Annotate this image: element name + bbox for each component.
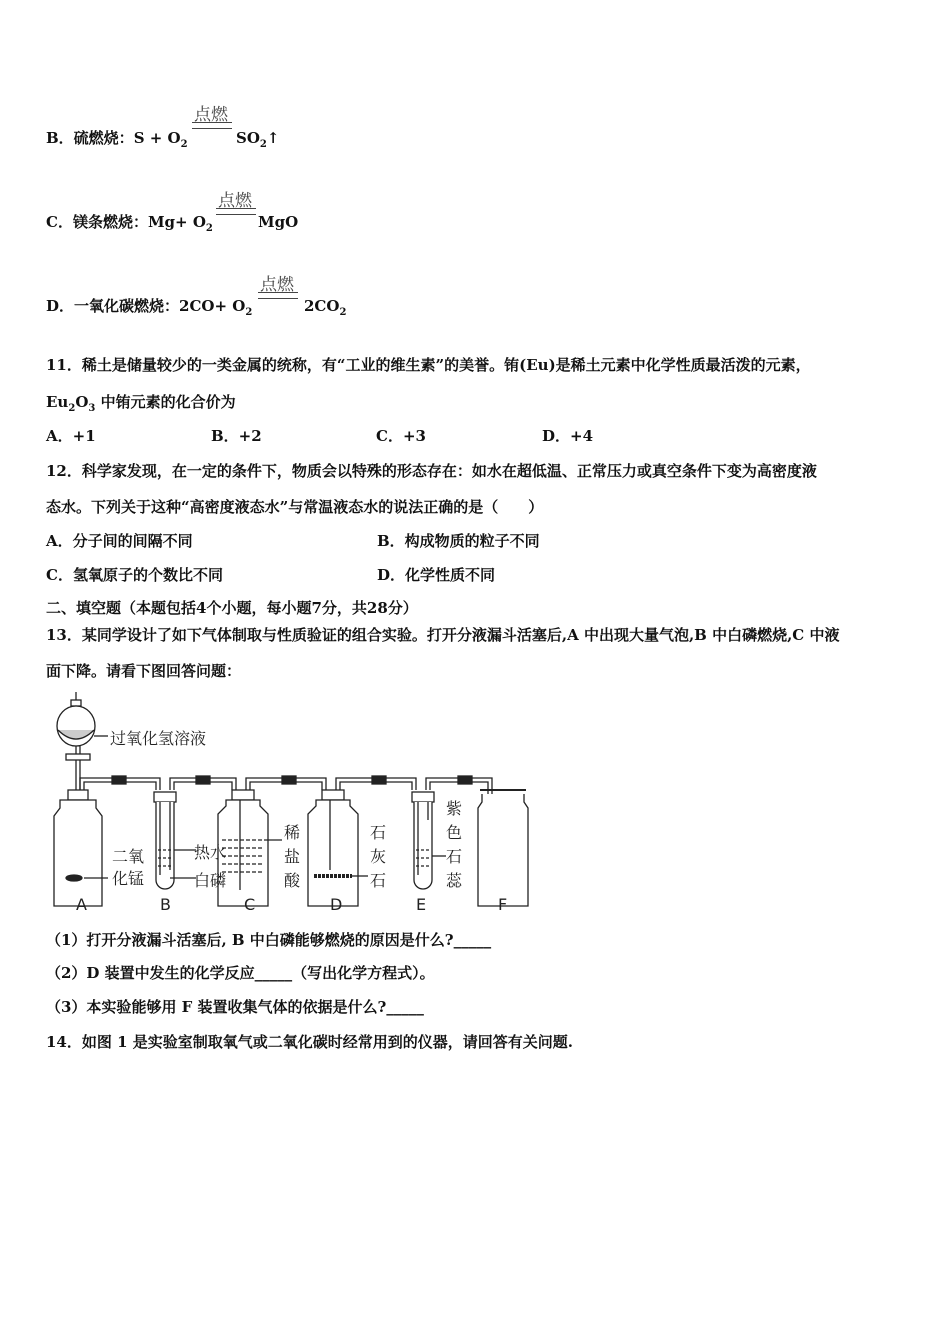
- q10-b-products: $SO_2↑$: [236, 129, 280, 150]
- q14-line-1: 14．如图 1 是实验室制取氧气或二氧化碳时经常用到的仪器，请回答有关问题.: [46, 1033, 573, 1051]
- section-heading: 二、填空题（本题包括4个小题，每小题7分，共28分）: [46, 599, 418, 617]
- q12-option-d: D．化学性质不同: [377, 566, 496, 584]
- e-label-4: 蕊: [446, 871, 463, 890]
- q11-line-2: $Eu_2O_3$ 中铕元素的化合价为: [46, 393, 236, 414]
- q12-option-c: C．氢氧原子的个数比不同: [46, 566, 223, 584]
- d-label-2: 灰: [370, 847, 387, 866]
- q10-c-products: MgO: [258, 213, 299, 231]
- d-label-3: 石: [370, 871, 387, 890]
- q11-option-a: A．+1: [46, 427, 96, 445]
- equals-d: [258, 292, 298, 299]
- d-label-1: 石: [370, 823, 387, 842]
- q12-option-a: A．分子间的间隔不同: [46, 532, 193, 550]
- q11-option-b: B．+2: [211, 427, 262, 445]
- a-label-2: 化锰: [112, 869, 145, 888]
- q12-line-1: 12．科学家发现，在一定的条件下，物质会以特殊的形态存在：如水在超低温、正常压力或真空条件下变为高密度液: [46, 462, 817, 480]
- q11-option-d: D．+4: [542, 427, 594, 445]
- q12-option-b: B．构成物质的粒子不同: [377, 532, 540, 550]
- letter-b: B: [160, 895, 171, 914]
- letter-d: D: [330, 895, 343, 914]
- e-label-2: 色: [446, 823, 463, 842]
- condition-d: 点燃: [260, 275, 294, 295]
- q10-option-d: D．一氧化碳燃烧：$2CO+ O_2$: [46, 297, 253, 318]
- letter-f: F: [498, 895, 508, 914]
- c-label-2: 盐: [284, 847, 301, 866]
- q11-option-c: C．+3: [376, 427, 426, 445]
- condition-b: 点燃: [194, 105, 228, 125]
- equals-c: [216, 208, 256, 215]
- letter-c: C: [244, 895, 256, 914]
- c-label-1: 稀: [284, 823, 301, 842]
- c-label-3: 酸: [284, 871, 301, 890]
- b-label-2: 白磷: [194, 871, 227, 890]
- q13-sub-1: （1）打开分液漏斗活塞后, B 中白磷能够燃烧的原因是什么?_____: [46, 931, 492, 949]
- letter-e: E: [416, 895, 427, 914]
- q13-sub-3: （3）本实验能够用 F 装置收集气体的依据是什么?_____: [46, 998, 424, 1016]
- condition-c: 点燃: [218, 191, 252, 211]
- q10-option-c: C．镁条燃烧：$Mg+ O_2$: [46, 213, 213, 234]
- q12-line-2: 态水。下列关于这种“高密度液态水”与常温液态水的说法正确的是（ ）: [46, 498, 544, 516]
- letter-a: A: [76, 895, 87, 914]
- q13-line-1: 13．某同学设计了如下气体制取与性质验证的组合实验。打开分液漏斗活塞后,A 中出现大量气泡,B 中白磷燃烧,C 中液: [46, 626, 840, 644]
- b-label-1: 热水: [194, 843, 227, 862]
- a-label-1: 二氧: [112, 847, 145, 866]
- q11-line-1: 11．稀土是储量较少的一类金属的统称，有“工业的维生素”的美誉。铕(Eu)是稀土元素中化学性质最活泼的元素，: [46, 356, 811, 374]
- e-label-3: 石: [446, 847, 463, 866]
- equals-b: [192, 122, 232, 129]
- q13-sub-2: （2）D 装置中发生的化学反应_____（写出化学方程式）。: [46, 964, 435, 982]
- apparatus-diagram: [46, 690, 546, 915]
- q10-option-b: B．硫燃烧：$S + O_2$: [46, 129, 188, 150]
- q13-line-2: 面下降。请看下图回答问题：: [46, 662, 242, 680]
- e-label-1: 紫: [446, 799, 463, 818]
- funnel-label: 过氧化氢溶液: [110, 729, 207, 748]
- q10-d-products: $2CO_2$: [304, 297, 347, 318]
